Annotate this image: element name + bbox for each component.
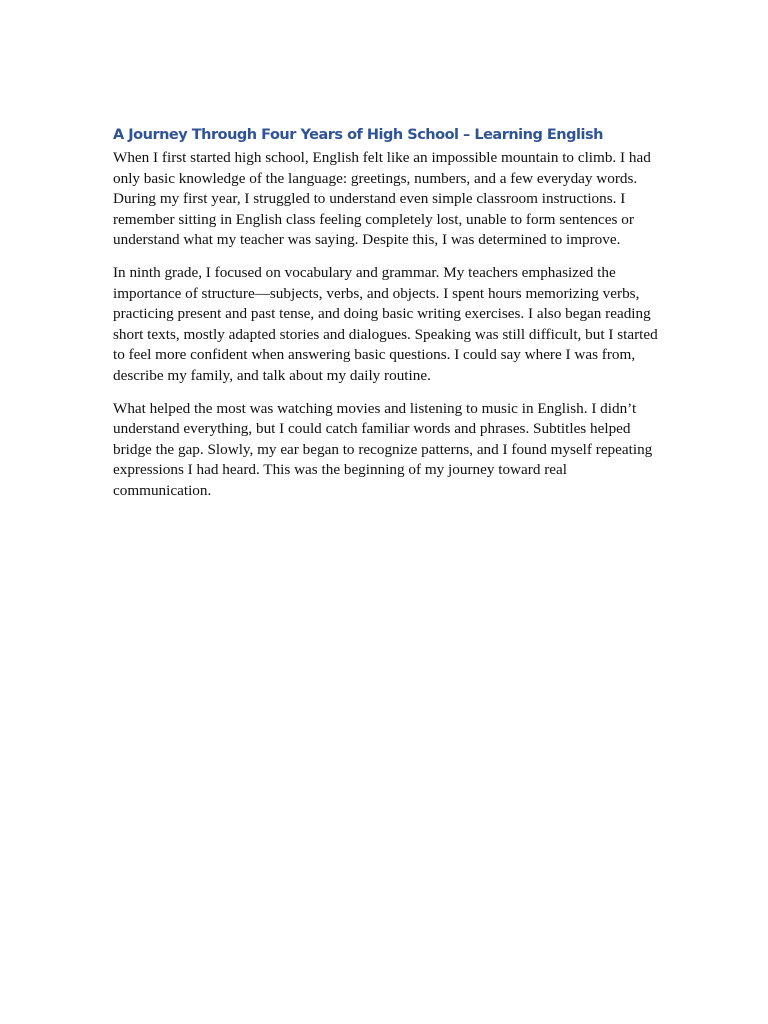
paragraph-2: In ninth grade, I focused on vocabulary and grammar. My teachers emphasized the importance of structure—subjects, verbs, and objects. I spent hours memorizing verbs, practicing present and past tense, and doing basic writing exercises. I also began reading short texts, mostly adapted stories and dialogues. Speaking was still difficult, but I started to feel more confident when answering basic questions. I could say where I was from, describe my family, and talk about my daily routine. [113, 263, 658, 384]
document-title: A Journey Through Four Years of High School – Learning English [113, 127, 603, 143]
document-body [113, 124, 658, 514]
paragraph-3: What helped the most was watching movies and listening to music in English. I didn’t understand everything, but I could catch familiar words and phrases. Subtitles helped bridge the gap. Slowly, my ear began to recognize patterns, and I found myself repeating expressions I had heard. This was the beginning of my journey toward real communication. [113, 399, 653, 499]
paragraph-1: When I first started high school, English felt like an impossible mountain to climb. I had only basic knowledge of the language: greetings, numbers, and a few everyday words. During my first year, I struggled to understand even simple classroom instructions. I remember sitting in English class feeling completely lost, unable to form sentences or understand what my teacher was saying. Despite this, I was determined to improve. [113, 149, 651, 249]
